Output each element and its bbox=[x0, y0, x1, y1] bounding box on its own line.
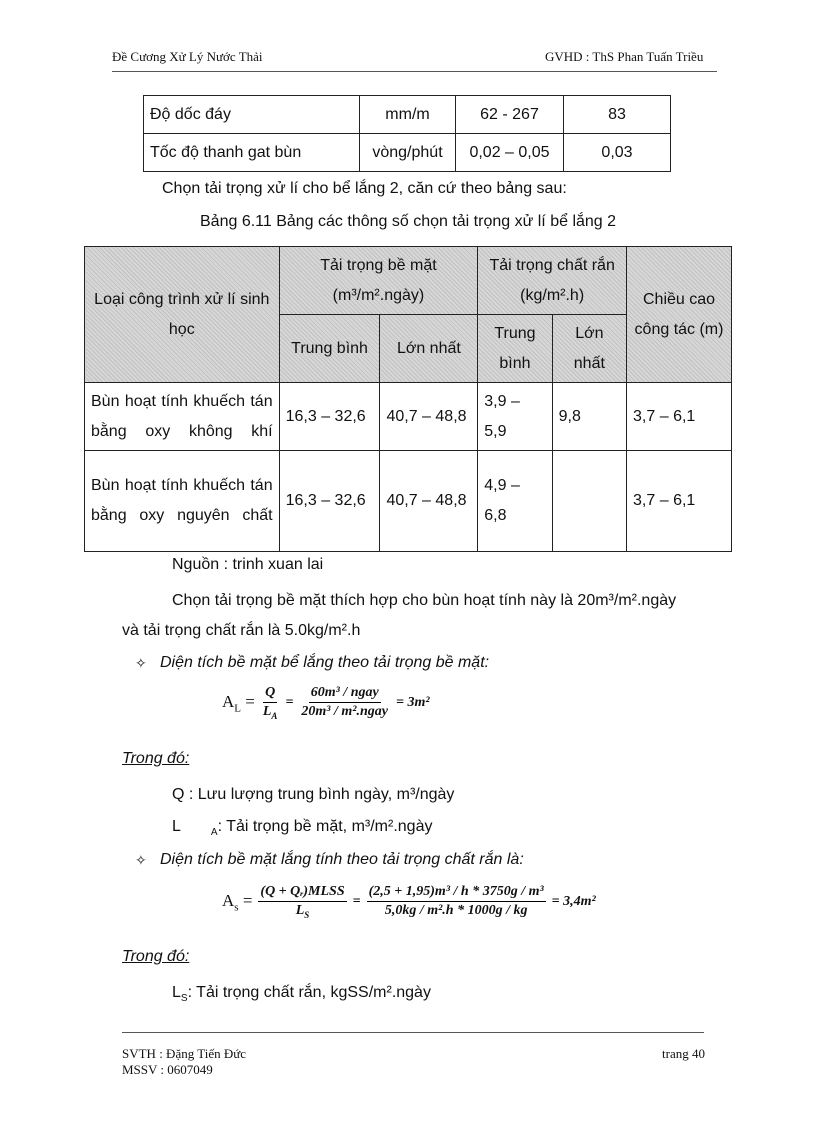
paragraph-line-2: và tải trọng chất rắn là 5.0kg/m².h bbox=[122, 622, 361, 639]
fraction-values: $\frac{\text{(2,5 + 1,95)m³ / h * 3750g / m³}}{\text{5,0kg / m².h * 1000g / kg}}$ bbox=[368, 884, 544, 919]
header-title: Đề Cương Xử Lý Nước Thải bbox=[112, 49, 263, 64]
header-surface-load: Tải trọng bề mặt (m³/m².ngày) bbox=[279, 247, 478, 315]
table-row bbox=[144, 96, 671, 134]
table-cell: 3,9 – 5,9 bbox=[478, 383, 552, 451]
header-surface-max: Lớn nhất bbox=[380, 315, 478, 383]
footer-rule bbox=[122, 1032, 704, 1033]
header-surface-avg: Trung bình bbox=[279, 315, 380, 383]
header-solid-avg: Trung bình bbox=[478, 315, 552, 383]
table-row bbox=[85, 383, 732, 451]
diamond-bullet-icon: ✧ bbox=[135, 655, 147, 671]
load-selection-table bbox=[84, 246, 732, 552]
header-rule bbox=[112, 71, 717, 72]
table-cell: 9,8 bbox=[552, 383, 626, 451]
table-cell: vòng/phút bbox=[360, 134, 456, 172]
paragraph-line-1: Chọn tải trọng bề mặt thích hợp cho bùn hoạt tính này là 20m³/m².ngày bbox=[172, 592, 677, 609]
table-row bbox=[85, 451, 732, 552]
table-cell: 83 bbox=[564, 96, 671, 134]
where-heading-2: Trong đó: bbox=[122, 948, 190, 965]
page-number: trang 40 bbox=[662, 1046, 705, 1061]
table-cell bbox=[552, 451, 626, 552]
table-cell: 40,7 – 48,8 bbox=[380, 383, 478, 451]
footer-student-id: MSSV : 0607049 bbox=[122, 1062, 213, 1077]
diamond-bullet-icon: ✧ bbox=[135, 852, 147, 868]
intro-text: Chọn tải trọng xử lí cho bể lắng 2, căn cứ theo bảng sau: bbox=[162, 180, 567, 197]
source-note: Nguồn : trinh xuan lai bbox=[172, 556, 324, 573]
definition-ls: $L_S$: Tải trọng chất rắn, kgSS/m².ngày bbox=[172, 984, 431, 1005]
table-cell: 0,02 – 0,05 bbox=[456, 134, 564, 172]
fraction-values: $\frac{\text{60m³ / ngay}}{\text{20m³ / m².ngay}}$ bbox=[301, 685, 388, 720]
header-solid-max: Lớn nhất bbox=[552, 315, 626, 383]
table-cell: 40,7 – 48,8 bbox=[380, 451, 478, 552]
table-cell: 3,7 – 6,1 bbox=[627, 451, 732, 552]
table-cell: mm/m bbox=[360, 96, 456, 134]
header-type: Loại công trình xử lí sinh học bbox=[85, 247, 280, 383]
table-cell: 62 - 267 bbox=[456, 96, 564, 134]
header-advisor: GVHD : ThS Phan Tuấn Triều bbox=[545, 49, 704, 64]
table-cell: Tốc độ thanh gat bùn bbox=[144, 134, 360, 172]
table-cell: 3,7 – 6,1 bbox=[627, 383, 732, 451]
table-cell: 4,9 – 6,8 bbox=[478, 451, 552, 552]
where-heading-1: Trong đó: bbox=[122, 750, 190, 767]
table-cell: 16,3 – 32,6 bbox=[279, 451, 380, 552]
table-cell: Độ dốc đáy bbox=[144, 96, 360, 134]
fraction-mlss-over-ls: $\frac{\text{(Q + Qᵣ)MLSS}}{L_S}$ bbox=[260, 884, 345, 920]
footer-student: SVTH : Đặng Tiến Đức bbox=[122, 1046, 247, 1061]
header-solid-load: Tải trọng chất rắn (kg/m².h) bbox=[478, 247, 627, 315]
table-row bbox=[144, 134, 671, 172]
table-cell: Bùn hoạt tính khuếch tán bằng oxy không khí bbox=[85, 383, 280, 451]
parameter-table-continued bbox=[143, 95, 671, 172]
equation-surface-area: $A_L$ = $\frac{Q}{L_A}$ = $\frac{\text{60m³ / ngay}}{\text{20m³ / m².ngay}}$ = 3m² bbox=[222, 685, 430, 721]
table-cell: Bùn hoạt tính khuếch tán bằng oxy nguyên chất bbox=[85, 451, 280, 552]
equation-solid-area: $A_s$ = $\frac{\text{(Q + Qᵣ)MLSS}}{L_S}$ = $\frac{\text{(2,5 + 1,95)m³ / h * 3750g / m³}}{\text{5,0kg / m².h * 1000g / kg}}$ = 3,4m² bbox=[222, 884, 596, 920]
table-cell: 16,3 – 32,6 bbox=[279, 383, 380, 451]
bullet-solid-area: Diện tích bề mặt lắng tính theo tải trọng chất rắn là: bbox=[160, 851, 524, 868]
bullet-surface-area: Diện tích bề mặt bể lắng theo tải trọng bề mặt: bbox=[160, 654, 490, 671]
fraction-q-over-la: $\frac{Q}{L_A}$ bbox=[262, 685, 278, 721]
definition-la: L $_A$: Tải trọng bề mặt, m³/m².ngày bbox=[172, 818, 433, 839]
header-height: Chiều cao công tác (m) bbox=[627, 247, 732, 383]
table-cell: 0,03 bbox=[564, 134, 671, 172]
table-caption: Bảng 6.11 Bảng các thông số chọn tải trọng xử lí bể lắng 2 bbox=[200, 213, 617, 230]
definition-q: Q : Lưu lượng trung bình ngày, m³/ngày bbox=[172, 786, 455, 803]
